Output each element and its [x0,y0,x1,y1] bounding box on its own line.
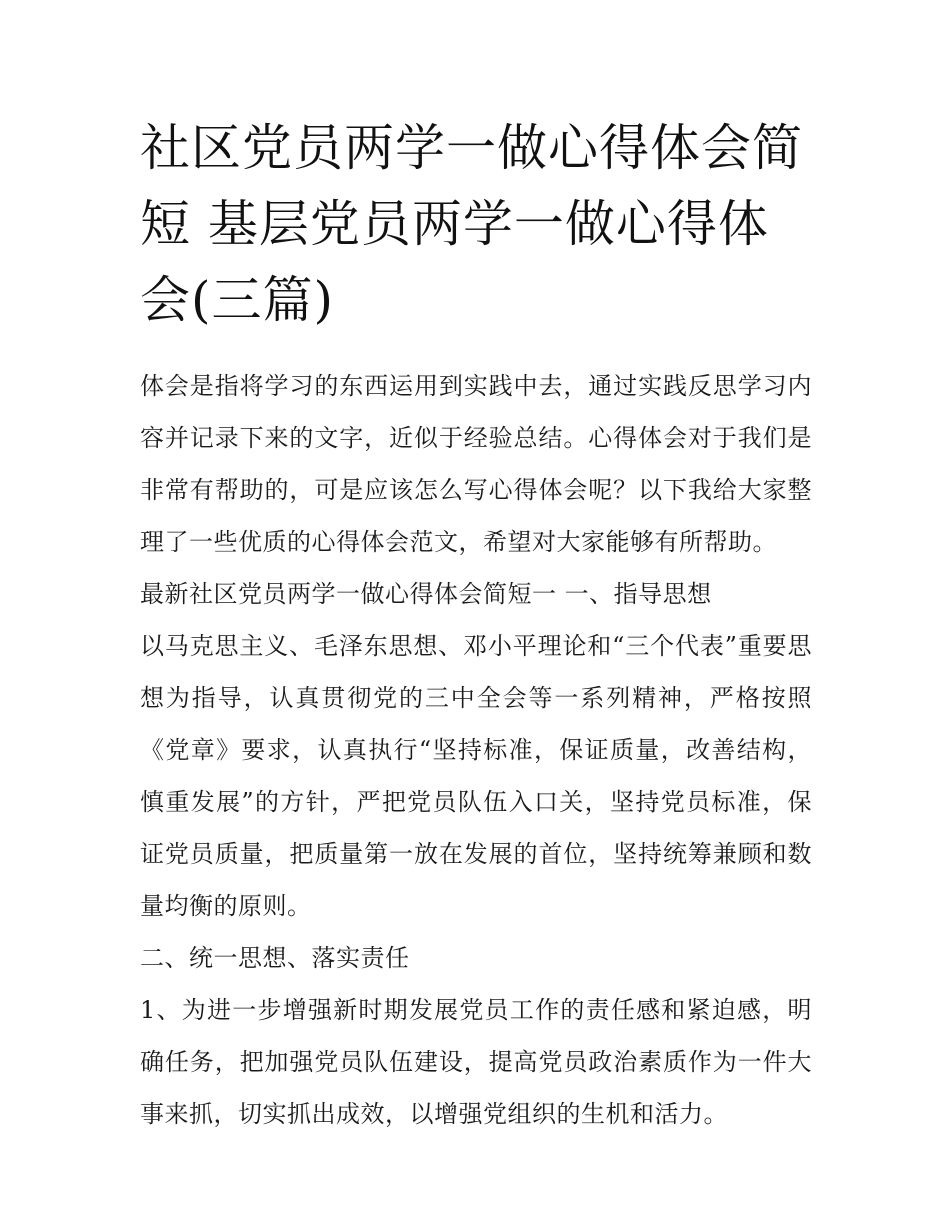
document-title: 社区党员两学一做心得体会简短 基层党员两学一做心得体会(三篇) [140,119,803,329]
document-body [140,360,812,1140]
document-content [140,110,812,1140]
section-heading-guiding-ideology: 最新社区党员两学一做心得体会简短一 一、指导思想 [140,580,712,608]
item-1-paragraph: 1、为进一步增强新时期发展党员工作的责任感和紧迫感，明确任务，把加强党员队伍建设，提高党员政治素质作为一件大事来抓，切实抓出成效，以增强党组织的生机和活力。 [140,996,812,1128]
guiding-ideology-paragraph: 以马克思主义、毛泽东思想、邓小平理论和“三个代表”重要思想为指导，认真贯彻党的三中全会等一系列精神，严格按照《党章》要求，认真执行“坚持标准，保证质量，改善结构，慎重发展”的方针，严把党员队伍入口关，坚持党员标准，保证党员质量，把质量第一放在发展的首位，坚持统筹兼顾和数量均衡的原则。 [140,632,812,920]
section-heading-unify-thinking: 二、统一思想、落实责任 [140,944,410,972]
intro-paragraph: 体会是指将学习的东西运用到实践中去，通过实践反思学习内容并记录下来的文字，近似于经验总结。心得体会对于我们是非常有帮助的，可是应该怎么写心得体会呢？以下我给大家整理了一些优质的心得体会范文，希望对大家能够有所帮助。 [140,372,812,556]
